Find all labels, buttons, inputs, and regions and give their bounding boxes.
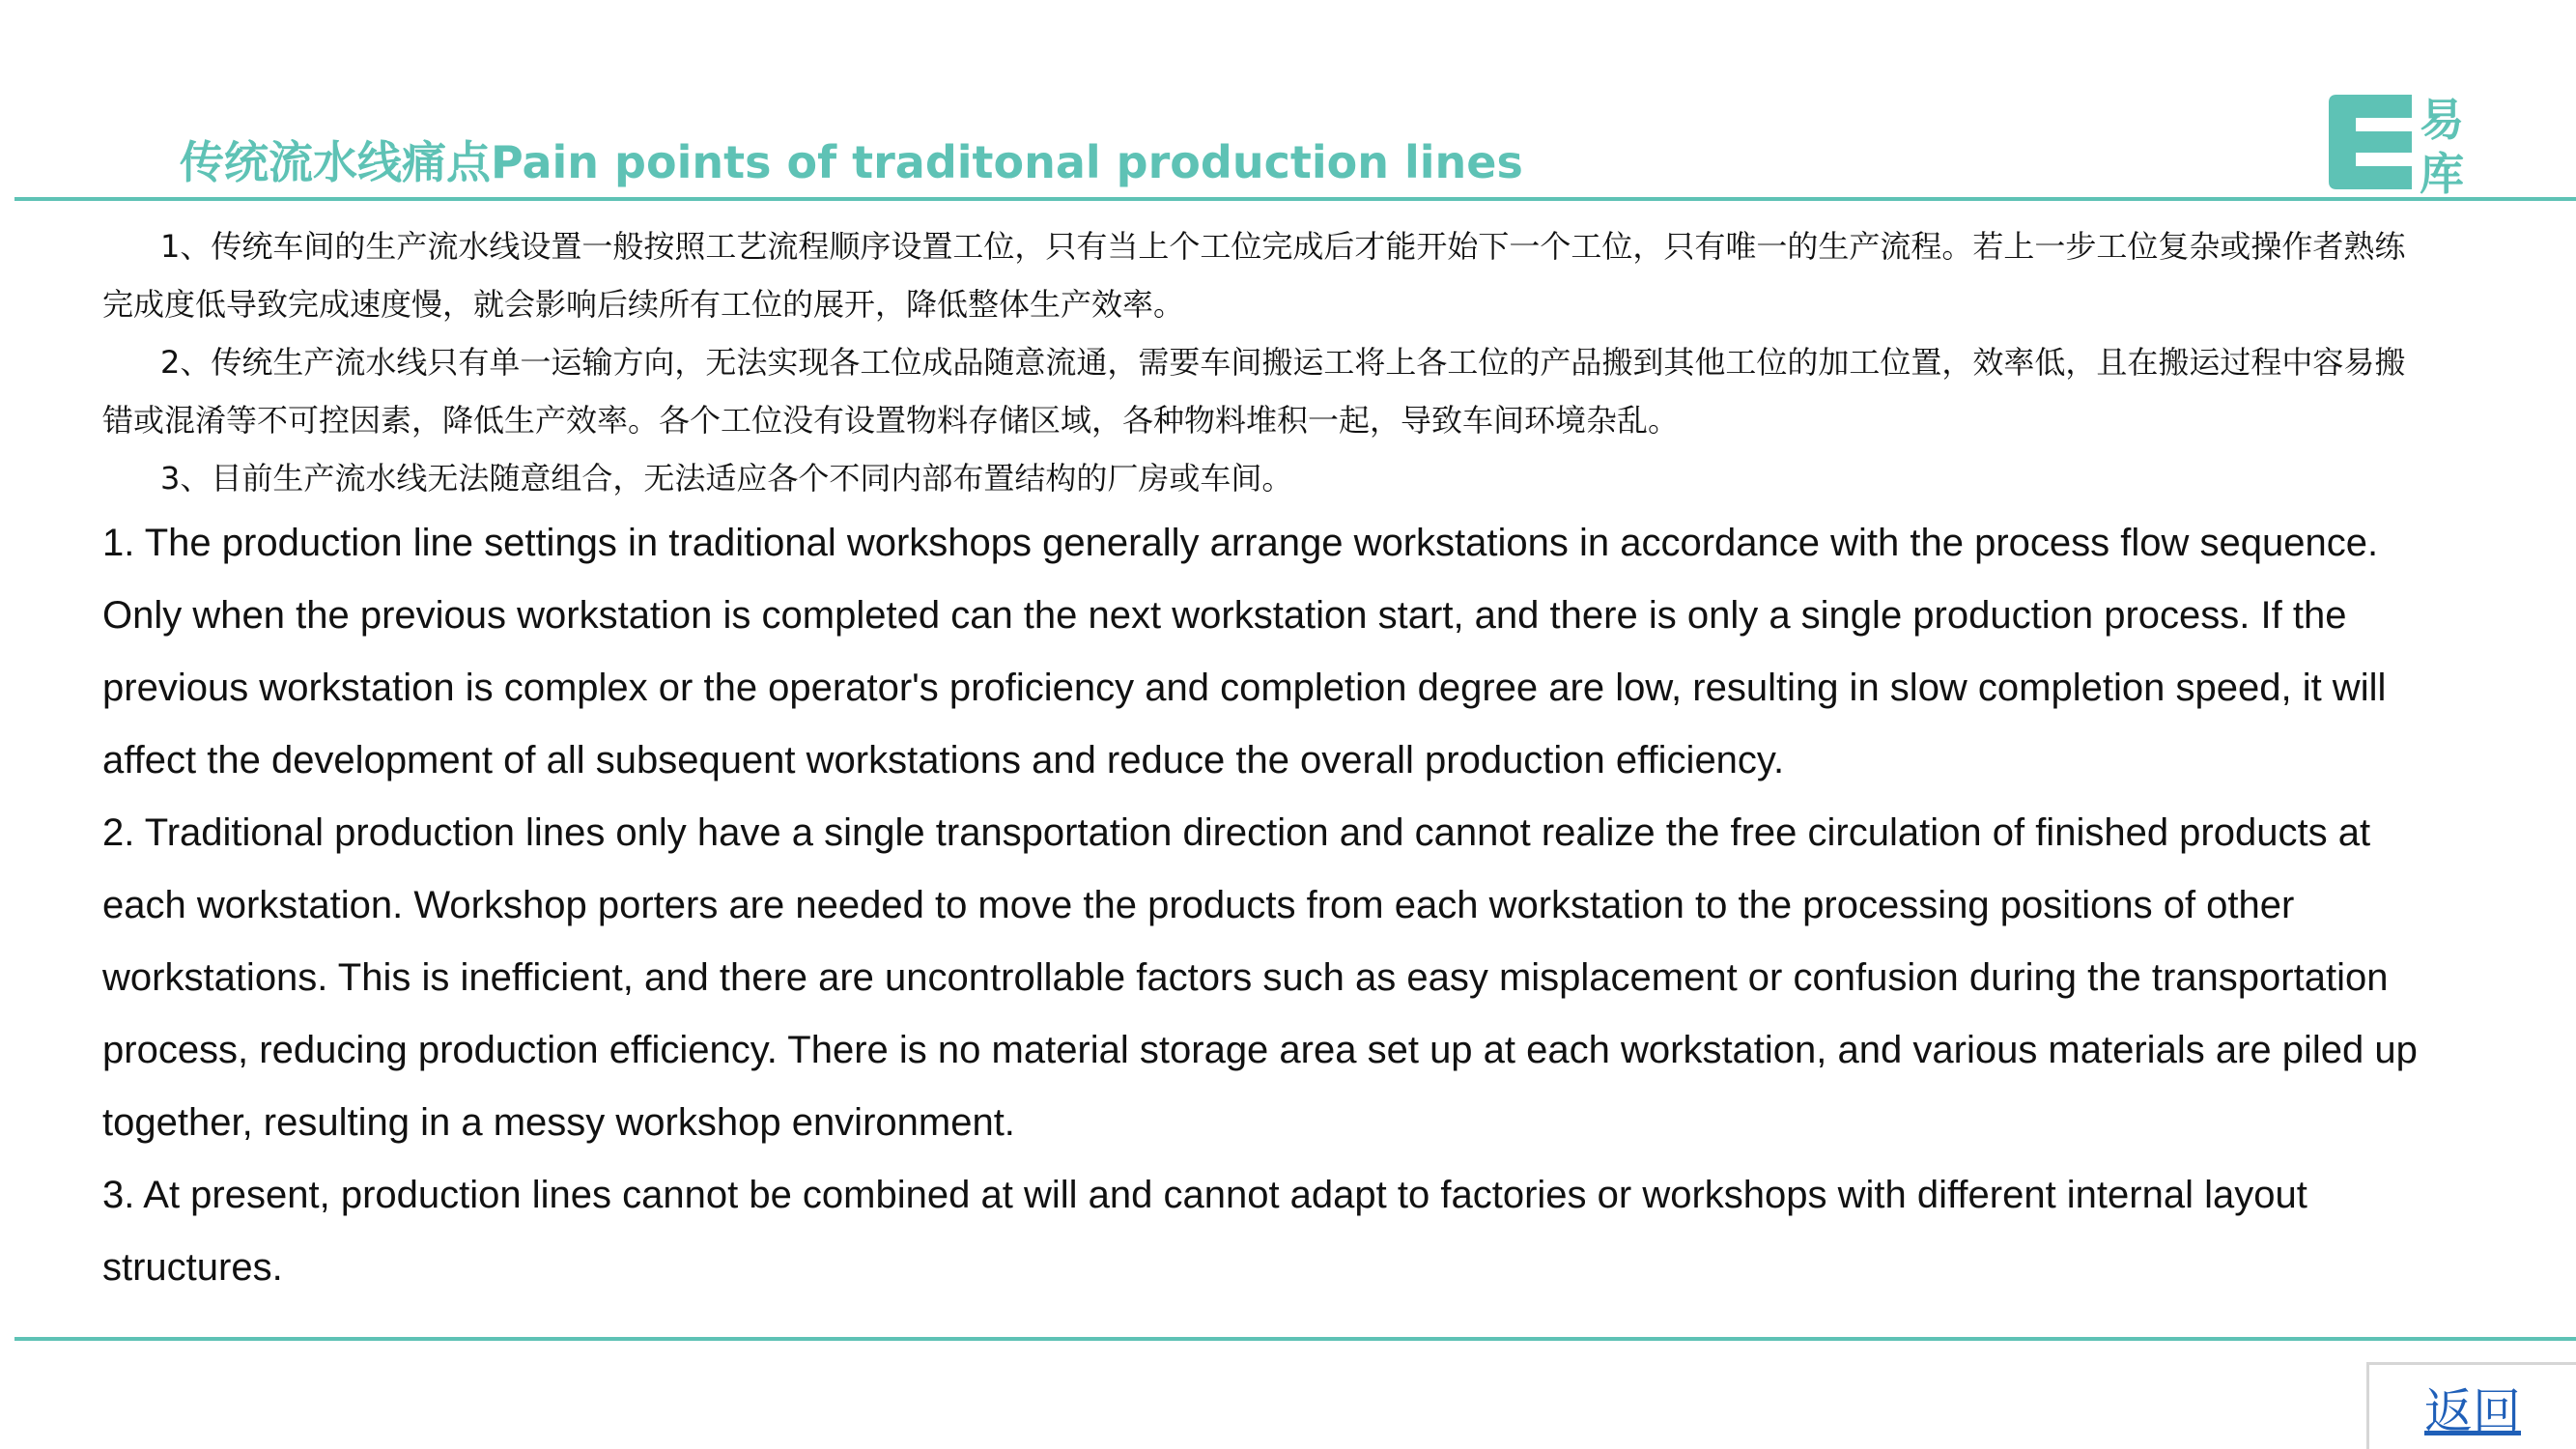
logo-text-bottom: 库 <box>2420 148 2464 197</box>
footer-divider <box>14 1337 2576 1341</box>
chinese-paragraph-2: 2、传统生产流水线只有单一运输方向，无法实现各工位成品随意流通，需要车间搬运工将上各工位的产品搬到其他工位的加工位置，效率低，且在搬运过程中容易搬错或混淆等不可控因素，降低生产效率。各个工位没有设置物料存储区域，各种物料堆积一起，导致车间环境杂乱。 <box>102 344 2406 439</box>
yiku-logo <box>2323 89 2477 197</box>
english-paragraph-3: 3. At present, production lines cannot be combined at will and cannot adapt to factories or workshops with different internal layout structures. <box>102 1174 2307 1289</box>
back-button[interactable]: 返回 <box>2366 1362 2576 1449</box>
logo-text-top: 易 <box>2420 94 2464 146</box>
english-content <box>102 507 2449 1304</box>
english-paragraph-2: 2. Traditional production lines only have a single transportation direction and cannot realize the free circulation of finished products at each workstation. Workshop porters are needed to move the products from each workstation to the processing positions of other workstations. This is inefficient, and there are uncontrollable factors such as easy misplacement or confusion during the transportation process, reducing production efficiency. There is no material storage area set up at each workstation, and various materials are piled up together, resulting in a messy workshop environment. <box>102 811 2418 1144</box>
header-divider <box>14 197 2576 201</box>
chinese-paragraph-1: 1、传统车间的生产流水线设置一般按照工艺流程顺序设置工位，只有当上个工位完成后才能开始下一个工位，只有唯一的生产流程。若上一步工位复杂或操作者熟练完成度低导致完成速度慢，就会影响后续所有工位的展开，降低整体生产效率。 <box>102 228 2406 323</box>
chinese-content <box>102 217 2411 507</box>
chinese-paragraph-3: 3、目前生产流水线无法随意组合，无法适应各个不同内部布置结构的厂房或车间。 <box>160 460 1293 497</box>
english-paragraph-1: 1. The production line settings in traditional workshops generally arrange workstations in accordance with the process flow sequence. Only when the previous workstation is completed can the next workstation start, and there is only a single production process. If the previous workstation is complex or the operator's proficiency and completion degree are low, resulting in slow completion speed, it will affect the development of all subsequent workstations and reduce the overall production efficiency. <box>102 522 2387 781</box>
page-title: 传统流水线痛点Pain points of traditonal production lines <box>180 136 1523 188</box>
